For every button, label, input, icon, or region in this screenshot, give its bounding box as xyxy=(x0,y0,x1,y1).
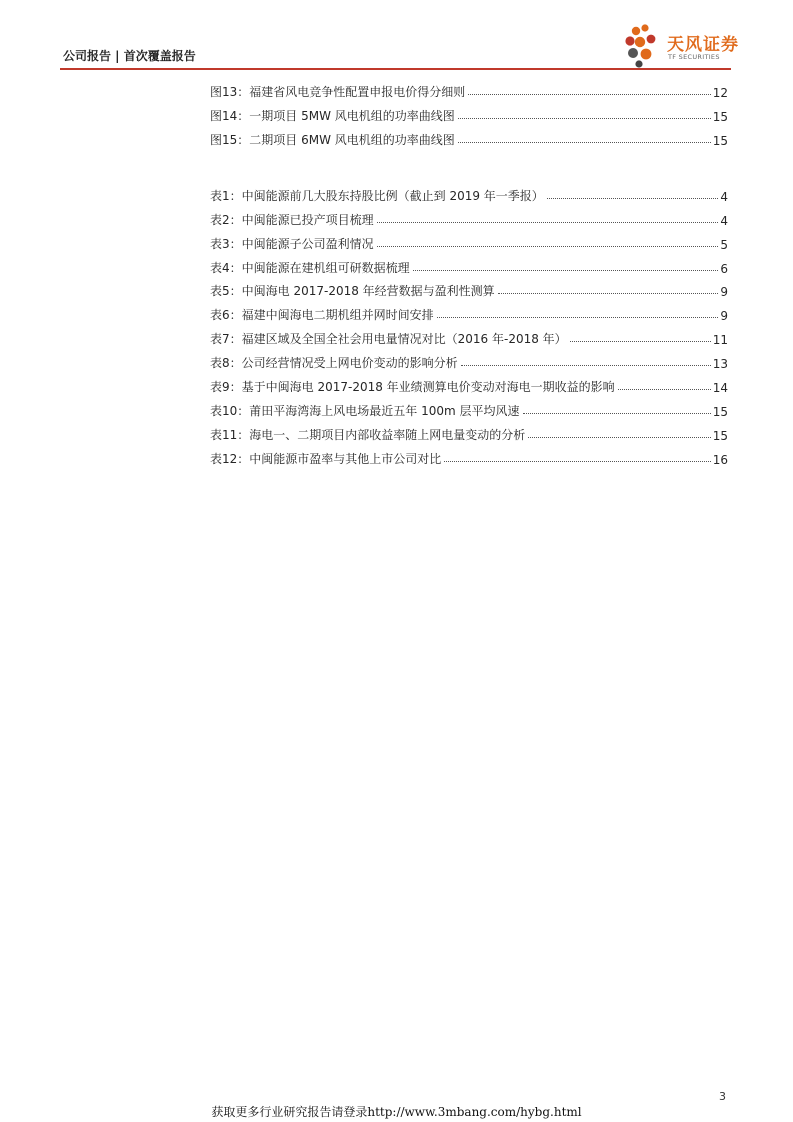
dot-leader xyxy=(413,269,719,271)
toc-entry-page: 11 xyxy=(712,333,728,348)
page-number: 3 xyxy=(719,1090,726,1103)
toc-entry-label: 表9：基于中闽海电 2017-2018 年业绩测算电价变动对海电一期收益的影响 xyxy=(210,380,615,395)
dot-leader xyxy=(461,364,711,366)
footer-promo-text: 获取更多行业研究报告请登录http://www.3mbang.com/hybg.html xyxy=(211,1105,582,1119)
report-type-label: 公司报告 | 首次覆盖报告 xyxy=(63,49,196,63)
brand-name: 天风证券 xyxy=(667,35,739,55)
dot-leader xyxy=(618,388,711,390)
toc-entry-page: 4 xyxy=(720,189,728,204)
dot-leader xyxy=(523,412,711,414)
dot-leader xyxy=(570,340,711,342)
brand-logo xyxy=(624,22,739,68)
toc-entry-table[interactable] xyxy=(210,252,728,276)
toc-entry-table[interactable] xyxy=(210,323,728,347)
toc-entry-label: 表5：中闽海电 2017-2018 年经营数据与盈利性测算 xyxy=(210,284,495,299)
toc-entry-table[interactable] xyxy=(210,204,728,228)
toc-entry-figure[interactable] xyxy=(210,100,728,124)
figure-index-list xyxy=(210,76,728,148)
toc-entry-table[interactable] xyxy=(210,395,728,419)
toc-entry-table[interactable] xyxy=(210,443,728,467)
brand-subtitle: TF SECURITIES xyxy=(668,53,720,61)
header-divider xyxy=(60,68,731,70)
toc-entry-table[interactable] xyxy=(210,276,728,300)
dot-leader xyxy=(458,141,711,143)
dot-leader xyxy=(377,221,719,223)
dot-leader xyxy=(444,460,710,462)
toc-entry-label: 表6：福建中闽海电二期机组并网时间安排 xyxy=(210,308,434,323)
toc-entry-label: 图14：一期项目 5MW 风电机组的功率曲线图 xyxy=(210,108,455,123)
toc-entry-figure[interactable] xyxy=(210,124,728,148)
toc-entry-label: 表3：中闽能源子公司盈利情况 xyxy=(210,236,374,251)
toc-entry-label: 表11：海电一、二期项目内部收益率随上网电量变动的分析 xyxy=(210,427,526,442)
toc-entry-label: 图13：福建省风电竞争性配置申报电价得分细则 xyxy=(210,84,466,99)
toc-entry-table[interactable] xyxy=(210,299,728,323)
toc-entry-label: 表4：中闽能源在建机组可研数据梳理 xyxy=(210,260,410,275)
toc-entry-label: 表12：中闽能源市盈率与其他上市公司对比 xyxy=(210,451,442,466)
toc-entry-page: 15 xyxy=(712,404,728,419)
toc-entry-table[interactable] xyxy=(210,371,728,395)
toc-entry-label: 图15：二期项目 6MW 风电机组的功率曲线图 xyxy=(210,132,455,147)
dot-leader xyxy=(547,197,719,199)
toc-entry-page: 4 xyxy=(720,213,728,228)
toc-entry-page: 9 xyxy=(720,285,728,300)
toc-entry-page: 15 xyxy=(712,109,728,124)
table-index-list xyxy=(210,180,728,467)
toc-entry-label: 表7：福建区域及全国全社会用电量情况对比（2016 年-2018 年） xyxy=(210,332,567,347)
dot-leader xyxy=(468,93,710,95)
toc-entry-table[interactable] xyxy=(210,180,728,204)
dot-leader xyxy=(498,292,719,294)
toc-entry-page: 5 xyxy=(720,237,728,252)
toc-entry-page: 15 xyxy=(712,133,728,148)
toc-entry-page: 9 xyxy=(720,309,728,324)
dot-leader xyxy=(458,117,711,119)
toc-entry-figure[interactable] xyxy=(210,76,728,100)
toc-entry-label: 表2：中闽能源已投产项目梳理 xyxy=(210,212,374,227)
dot-leader xyxy=(377,245,719,247)
toc-entry-page: 15 xyxy=(712,428,728,443)
toc-entry-table[interactable] xyxy=(210,419,728,443)
toc-entry-table[interactable] xyxy=(210,228,728,252)
brand-flower-icon xyxy=(624,22,664,68)
toc-entry-page: 13 xyxy=(712,357,728,372)
toc-entry-label: 表10：莆田平海湾海上风电场最近五年 100m 层平均风速 xyxy=(210,403,520,418)
toc-entry-page: 16 xyxy=(712,452,728,467)
toc-entry-page: 14 xyxy=(712,381,728,396)
toc-entry-page: 6 xyxy=(720,261,728,276)
dot-leader xyxy=(437,316,719,318)
toc-entry-table[interactable] xyxy=(210,347,728,371)
toc-entry-label: 表8：公司经营情况受上网电价变动的影响分析 xyxy=(210,356,458,371)
toc-entry-label: 表1：中闽能源前几大股东持股比例（截止到 2019 年一季报） xyxy=(210,188,544,203)
toc-entry-page: 12 xyxy=(712,85,728,100)
dot-leader xyxy=(528,436,710,438)
